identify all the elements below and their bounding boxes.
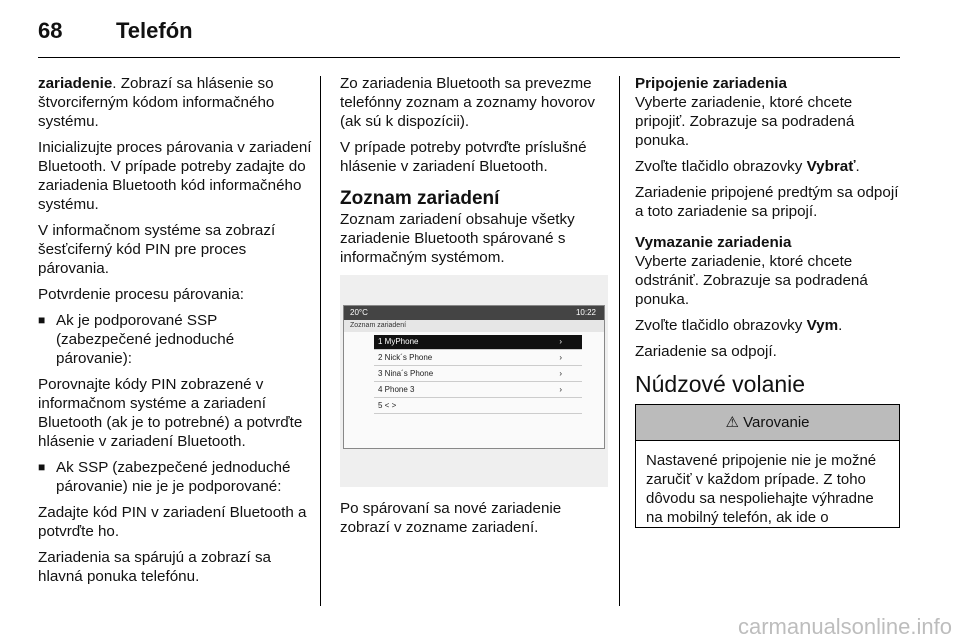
device-label: 2 Nick´s Phone <box>378 353 433 362</box>
text: . Zobrazí sa hlásenie so štvorciferným kódom informačného systému. <box>38 75 275 130</box>
section-heading: Zoznam zariadení <box>340 188 500 209</box>
bullet-square-icon: ■ <box>38 460 46 474</box>
paragraph <box>635 157 900 176</box>
section-heading: Núdzové volanie <box>635 371 806 397</box>
paragraph <box>38 74 312 131</box>
column-2 <box>340 74 608 544</box>
button-reference: Vym <box>806 317 839 334</box>
paragraph: Zariadenie sa odpojí. <box>635 343 777 360</box>
paragraph: Zariadenie pripojené predtým sa odpojí a toto zariadenie sa pripojí. <box>635 184 899 220</box>
device-label: 5 < > <box>378 401 397 410</box>
bullet-text: Ak SSP (zabezpečené jednoduché párovanie) nie je je podporované: <box>56 459 291 495</box>
button-reference: Vybrať <box>806 158 856 175</box>
screen-display <box>343 305 605 449</box>
warning-title: Varovanie <box>743 414 810 431</box>
column-1 <box>38 74 312 593</box>
device-list-screenshot <box>340 275 608 487</box>
device-item[interactable] <box>374 351 582 366</box>
device-item[interactable] <box>374 367 582 382</box>
chevron-right-icon: › <box>559 337 562 346</box>
paragraph: Vyberte zariadenie, ktoré chcete pripojiť. Zobrazuje sa podradená ponuka. <box>635 94 855 149</box>
paragraph: Zariadenia sa spárujú a zobrazí sa hlavná ponuka telefónu. <box>38 549 272 585</box>
text: . <box>855 158 860 175</box>
page-number: 68 <box>38 18 63 43</box>
bullet-square-icon: ■ <box>38 313 46 327</box>
column-divider <box>320 76 321 606</box>
paragraph: Potvrdenie procesu párovania: <box>38 286 245 303</box>
warning-triangle-icon: ⚠ <box>725 414 739 431</box>
paragraph: Zadajte kód PIN v zariadení Bluetooth a potvrďte ho. <box>38 504 307 540</box>
device-item[interactable] <box>374 399 582 414</box>
page-title: Telefón <box>116 18 193 43</box>
column-3 <box>635 74 900 528</box>
bullet-text: Ak je podporované SSP (zabezpečené jednoduché párovanie): <box>56 312 235 367</box>
warning-header <box>636 405 899 441</box>
paragraph: V informačnom systéme sa zobrazí šesťciferný kód PIN pre proces párovania. <box>38 222 276 277</box>
chevron-right-icon: › <box>559 385 562 394</box>
paragraph: V prípade potreby potvrďte príslušné hlásenie v zariadení Bluetooth. <box>340 139 587 175</box>
paragraph: Po spárovaní sa nové zariadenie zobrazí v zozname zariadení. <box>340 500 562 536</box>
paragraph <box>635 316 900 335</box>
warning-text: Nastavené pripojenie nie je možné zaručiť v každom prípade. Z toho dôvodu sa nespoliehajte výhradne na mobilný telefón, ak ide o <box>646 452 877 526</box>
page-header <box>38 18 900 52</box>
subheading <box>635 233 900 252</box>
screen-title-text: Zoznam zariadení <box>350 322 407 329</box>
paragraph: Porovnajte kódy PIN zobrazené v informačnom systéme a zariadení Bluetooth (ak je to potrebné) a potvrďte hlásenie v zariadení Bluetooth. <box>38 376 303 450</box>
paragraph: Vyberte zariadenie, ktoré chcete odstrániť. Zobrazuje sa podradená ponuka. <box>635 253 868 308</box>
subheading-text: Vymazanie zariadenia <box>635 234 792 251</box>
device-label: 4 Phone 3 <box>378 385 415 394</box>
bullet-item <box>38 458 312 496</box>
text: Zvoľte tlačidlo obrazovky <box>635 158 807 175</box>
chevron-right-icon: › <box>559 369 562 378</box>
bold-term: zariadenie <box>38 75 113 92</box>
column-divider <box>619 76 620 606</box>
screen-title <box>344 320 604 332</box>
clock: 10:22 <box>575 308 596 317</box>
subheading <box>635 74 900 93</box>
device-label: 1 MyPhone <box>378 337 419 346</box>
device-item[interactable] <box>374 335 582 350</box>
device-item[interactable] <box>374 383 582 398</box>
watermark: carmanualsonline.info <box>737 614 952 639</box>
subheading-text: Pripojenie zariadenia <box>635 75 787 92</box>
text: . <box>838 317 843 334</box>
header-rule <box>38 57 900 58</box>
device-list <box>344 332 604 448</box>
bullet-item <box>38 311 312 368</box>
status-bar <box>344 306 604 320</box>
temperature: 20°C <box>350 308 368 317</box>
paragraph: Zoznam zariadení obsahuje všetky zariadenie Bluetooth spárované s informačným systémom. <box>340 211 575 266</box>
text: Zvoľte tlačidlo obrazovky <box>635 317 807 334</box>
paragraph: Inicializujte proces párovania v zariadení Bluetooth. V prípade potreby zadajte do zariadenia Bluetooth kód informačného systému. <box>38 139 312 213</box>
paragraph: Zo zariadenia Bluetooth sa prevezme telefónny zoznam a zoznamy hovorov (ak sú k dispozícii). <box>340 75 595 130</box>
chevron-right-icon: › <box>559 353 562 362</box>
device-label: 3 Nina´s Phone <box>378 369 434 378</box>
warning-box <box>635 404 900 528</box>
